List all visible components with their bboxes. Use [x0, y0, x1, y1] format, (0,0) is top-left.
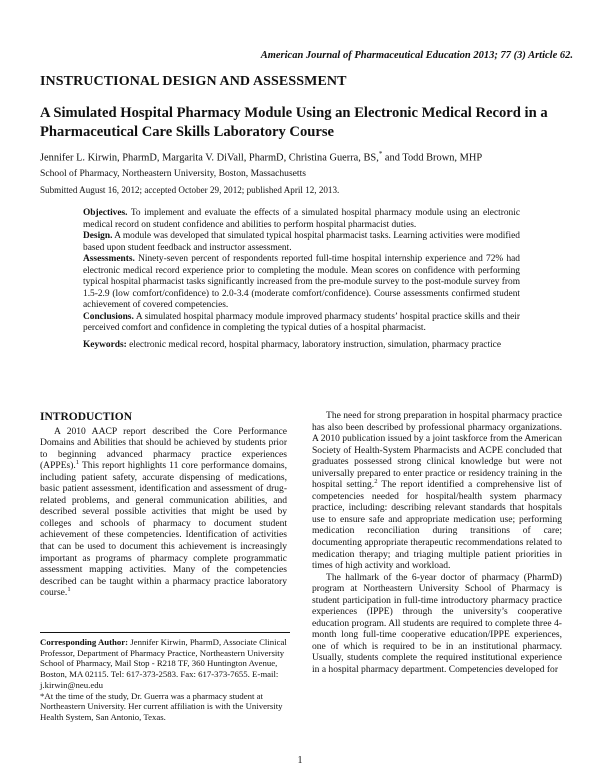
corresponding-author — [40, 637, 290, 691]
page-number: 1 — [297, 755, 303, 766]
corresponding-label: Corresponding Author: — [40, 637, 129, 647]
conclusions-label: Conclusions. — [83, 311, 134, 322]
abstract-objectives — [83, 208, 520, 231]
abstract-keywords — [83, 340, 520, 352]
authors-last: and Todd Brown, MHP — [382, 152, 483, 164]
author-list — [40, 150, 585, 163]
intro-paragraph — [40, 426, 287, 599]
objectives-text: To implement and evaluate the effects of a simulated hospital pharmacy module using an electronic medical record on student confidence and abilities to perform hospital pharmacist duties. — [83, 208, 520, 230]
citation-ref: 2 — [374, 478, 378, 486]
section-label: INSTRUCTIONAL DESIGN AND ASSESSMENT — [40, 74, 347, 89]
objectives-label: Objectives. — [83, 208, 128, 218]
para1-text-a: The need for strong preparation in hospital pharmacy practice has also been described by professional pharmacy organizations. A 2010 publication issued by a joint taskforce from the American Society of Health-System Pharmacists and ACPE concluded that graduates possessed strong clinical knowledge but were not universally prepared to enter practice or residency training in the hospital setting. — [312, 410, 562, 491]
footnote-divider — [40, 632, 290, 633]
corresponding-author-block — [40, 637, 290, 723]
body-paragraph-1 — [312, 410, 562, 572]
left-column — [40, 412, 287, 599]
introduction-heading: INTRODUCTION — [40, 411, 133, 423]
abstract — [83, 208, 520, 351]
abstract-conclusions — [83, 312, 520, 335]
para1-text-b: The report identified a comprehensive list of competencies needed for hospital/health system pharmacy practice, including: describing relevant standards that hospitals use to ensure safe and appropriate medication use; performing medication reconciliation during transitions of care; documenting appropriate therapeutic recommendations related to medication therapy; and triaging multiple patient priorities in times of high activity and workload. — [312, 479, 562, 572]
author-note: *At the time of the study, Dr. Guerra was a pharmacy student at Northeastern University. Her current affiliation is with the University Health System, San Antonio, Texas. — [40, 690, 283, 722]
body-paragraph-2: The hallmark of the 6-year doctor of pharmacy (PharmD) program at Northeastern University School of Pharmacy is student participation in full-time introductory pharmacy practice experiences (IPPE) through the university’s cooperative education program. All students are required to complete three 4-month long full-time cooperative education/IPPE experiences, one of which is required to be in an institutional pharmacy. Usually, students complete the required institutional experience in a hospital pharmacy department. Competencies developed for — [312, 571, 562, 676]
design-label: Design. — [83, 231, 113, 241]
conclusions-text: A simulated hospital pharmacy module improved pharmacy students’ hospital practice skills and their perceived comfort and confidence in completing the typical duties of a hospital pharmacist. — [83, 311, 520, 333]
keywords-text: electronic medical record, hospital pharmacy, laboratory instruction, simulation, pharmacy practice — [126, 339, 501, 350]
author-footnote-mark: * — [378, 150, 383, 158]
authors-main: Jennifer L. Kirwin, PharmD, Margarita V. DiVall, PharmD, Christina Guerra, BS, — [40, 152, 379, 164]
publication-dates: Submitted August 16, 2012; accepted October 29, 2012; published April 12, 2013. — [40, 185, 340, 195]
citation-ref: 1 — [75, 459, 80, 467]
abstract-design — [83, 231, 520, 254]
citation-ref: 1 — [67, 586, 71, 594]
affiliation: School of Pharmacy, Northeastern University, Boston, Massachusetts — [40, 168, 307, 179]
assessments-text: Ninety-seven percent of respondents reported full-time hospital internship experience and 72% had electronic medical record experience prior to completing the module. Mean scores on confidence with performing typical hospital pharmacist tasks significantly increased from the pre-module survey to the post-module survey from 1.5-2.9 (low comfort/confidence) to 2.0-3.4 (moderate comfort/confidence). Course assessments confirmed student achievement of covered competencies. — [83, 254, 520, 310]
abstract-assessments — [83, 254, 520, 312]
journal-citation: American Journal of Pharmaceutical Education 2013; 77 (3) Article 62. — [260, 50, 573, 61]
right-column — [312, 410, 562, 676]
assessments-label: Assessments. — [83, 254, 135, 264]
intro-text-a: A 2010 AACP report described the Core Performance Domains and Abilities that should be achieved by students prior to beginning advanced pharmacy practice experiences (APPEs). — [40, 425, 287, 472]
design-text: A module was developed that simulated typical hospital pharmacist tasks. Learning activities were modified based upon student feedback and instructor assessment. — [83, 231, 520, 253]
corresponding-text: Jennifer Kirwin, PharmD, Associate Clinical Professor, Department of Pharmacy Practice, Northeastern University School of Pharmacy, Mail Stop - R218 TF, 360 Huntington Avenue, Boston, MA 02115. Tel: 617-373-2583. Fax: 617-373-7655. E-mail: j.kirwin@neu.edu — [40, 637, 287, 690]
article-title: A Simulated Hospital Pharmacy Module Using an Electronic Medical Record in a Pharmaceutical Care Skills Laboratory Course — [40, 105, 548, 140]
keywords-label: Keywords: — [83, 339, 127, 350]
intro-text-b: This report highlights 11 core performance domains, including patient safety, accurate dispensing of medications, basic patient assessment, identification and assessment of drug-related problems, and general communication abilities, and described several possible activities that might be used by colleges and schools of pharmacy to document student achievement of these competencies. Identification of activities that can be used to document this achievement is increasingly important as programs of pharmacy complete programmatic assessment mapping activities. Many of the competencies described can be taught within a pharmacy practice laboratory course. — [40, 460, 287, 599]
